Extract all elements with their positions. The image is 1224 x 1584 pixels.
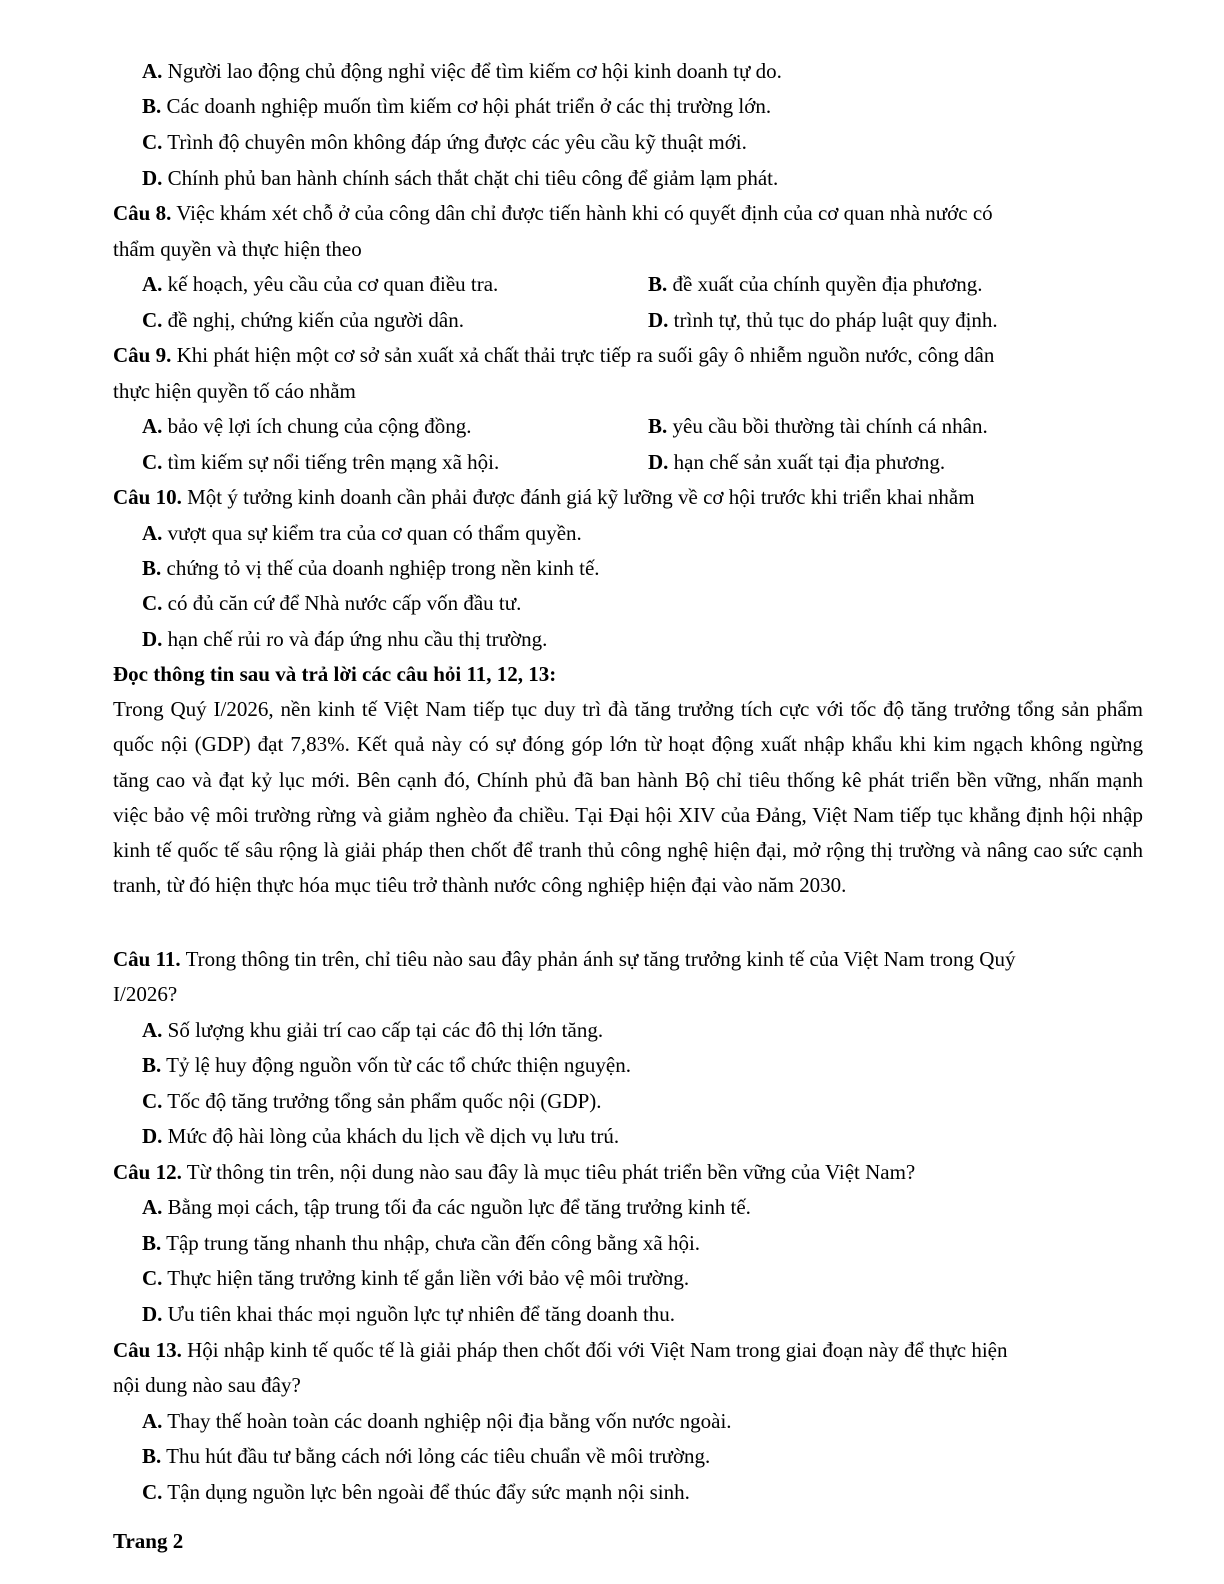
- q13-option-c: C. Tận dụng nguồn lực bên ngoài để thúc đẩy sức mạnh nội sinh.: [142, 1480, 690, 1504]
- q10-option-d: D. hạn chế rủi ro và đáp ứng nhu cầu thị trường.: [142, 627, 548, 651]
- q9-stem: Câu 9. Khi phát hiện một cơ sở sản xuất xả chất thải trực tiếp ra suối gây ô nhiễm nguồn nước, công dân: [113, 343, 995, 367]
- q13-stem: Câu 13. Hội nhập kinh tế quốc tế là giải pháp then chốt đối với Việt Nam trong giai đoạn này để thực hiện: [113, 1338, 1008, 1362]
- q12-stem: Câu 12. Từ thông tin trên, nội dung nào sau đây là mục tiêu phát triển bền vững của Việt Nam?: [113, 1160, 916, 1184]
- q8-option-a: A. kế hoạch, yêu cầu của cơ quan điều tra.: [142, 272, 499, 296]
- q13-option-a: A. Thay thế hoàn toàn các doanh nghiệp nội địa bằng vốn nước ngoài.: [142, 1409, 732, 1433]
- q11-option-a: A. Số lượng khu giải trí cao cấp tại các đô thị lớn tăng.: [142, 1018, 604, 1042]
- page-number: Trang 2: [113, 1529, 184, 1553]
- q12-option-c: C. Thực hiện tăng trưởng kinh tế gắn liền với bảo vệ môi trường.: [142, 1266, 690, 1290]
- q11-stem-cont: I/2026?: [113, 982, 178, 1006]
- q9-option-a: A. bảo vệ lợi ích chung của cộng đồng.: [142, 414, 472, 438]
- q8-option-d: D. trình tự, thủ tục do pháp luật quy định.: [648, 308, 998, 332]
- q7-option-c: C. Trình độ chuyên môn không đáp ứng được các yêu cầu kỹ thuật mới.: [142, 130, 747, 154]
- q11-stem: Câu 11. Trong thông tin trên, chỉ tiêu nào sau đây phản ánh sự tăng trưởng kinh tế của Việt Nam trong Quý: [113, 947, 1016, 971]
- q9-option-b: B. yêu cầu bồi thường tài chính cá nhân.: [648, 414, 988, 438]
- q10-option-c: C. có đủ căn cứ để Nhà nước cấp vốn đầu tư.: [142, 591, 522, 615]
- q10-option-b: B. chứng tỏ vị thế của doanh nghiệp trong nền kinh tế.: [142, 556, 600, 580]
- q12-option-d: D. Ưu tiên khai thác mọi nguồn lực tự nhiên để tăng doanh thu.: [142, 1302, 676, 1326]
- q12-option-b: B. Tập trung tăng nhanh thu nhập, chưa cần đến công bằng xã hội.: [142, 1231, 701, 1255]
- reading-passage: Trong Quý I/2026, nền kinh tế Việt Nam tiếp tục duy trì đà tăng trưởng tích cực với tốc độ tăng trưởng tổng sản phẩm quốc nội (GDP) đạt 7,83%. Kết quả này có sự đóng góp lớn từ hoạt động xuất nhập khẩu khi kim ngạch không ngừng tăng cao và đạt kỷ lục mới. Bên cạnh đó, Chính phủ đã ban hành Bộ chỉ tiêu thống kê phát triển bền vững, nhấn mạnh việc bảo vệ môi trường rừng và giảm nghèo đa chiều. Tại Đại hội XIV của Đảng, Việt Nam tiếp tục khẳng định hội nhập kinh tế quốc tế sâu rộng là giải pháp then chốt để tranh thủ công nghệ hiện đại, mở rộng thị trường và nâng cao sức cạnh tranh, từ đó hiện thực hóa mục tiêu trở thành nước công nghiệp hiện đại vào năm 2030.: [113, 697, 1143, 898]
- q9-stem-cont: thực hiện quyền tố cáo nhằm: [113, 379, 356, 403]
- q13-option-b: B. Thu hút đầu tư bằng cách nới lỏng các tiêu chuẩn về môi trường.: [142, 1444, 711, 1468]
- q9-option-c: C. tìm kiếm sự nổi tiếng trên mạng xã hội.: [142, 450, 500, 474]
- q7-option-d: D. Chính phủ ban hành chính sách thắt chặt chi tiêu công để giảm lạm phát.: [142, 166, 779, 190]
- q11-option-b: B. Tỷ lệ huy động nguồn vốn từ các tổ chức thiện nguyện.: [142, 1053, 631, 1077]
- q8-option-b: B. đề xuất của chính quyền địa phương.: [648, 272, 983, 296]
- reading-heading: Đọc thông tin sau và trả lời các câu hỏi 11, 12, 13:: [113, 662, 557, 686]
- q7-option-b: B. Các doanh nghiệp muốn tìm kiếm cơ hội phát triển ở các thị trường lớn.: [142, 94, 772, 118]
- q11-option-d: D. Mức độ hài lòng của khách du lịch về dịch vụ lưu trú.: [142, 1124, 620, 1148]
- q13-stem-cont: nội dung nào sau đây?: [113, 1373, 301, 1397]
- q10-stem: Câu 10. Một ý tưởng kinh doanh cần phải được đánh giá kỹ lưỡng về cơ hội trước khi triển khai nhằm: [113, 485, 975, 509]
- q10-option-a: A. vượt qua sự kiểm tra của cơ quan có thẩm quyền.: [142, 521, 582, 545]
- q8-option-c: C. đề nghị, chứng kiến của người dân.: [142, 308, 464, 332]
- q8-stem: Câu 8. Việc khám xét chỗ ở của công dân chỉ được tiến hành khi có quyết định của cơ quan nhà nước có: [113, 201, 993, 225]
- q8-stem-cont: thẩm quyền và thực hiện theo: [113, 237, 362, 261]
- q12-option-a: A. Bằng mọi cách, tập trung tối đa các nguồn lực để tăng trưởng kinh tế.: [142, 1195, 751, 1219]
- q7-option-a: A. Người lao động chủ động nghỉ việc để tìm kiếm cơ hội kinh doanh tự do.: [142, 59, 782, 83]
- q9-option-d: D. hạn chế sản xuất tại địa phương.: [648, 450, 946, 474]
- q11-option-c: C. Tốc độ tăng trưởng tổng sản phẩm quốc nội (GDP).: [142, 1089, 602, 1113]
